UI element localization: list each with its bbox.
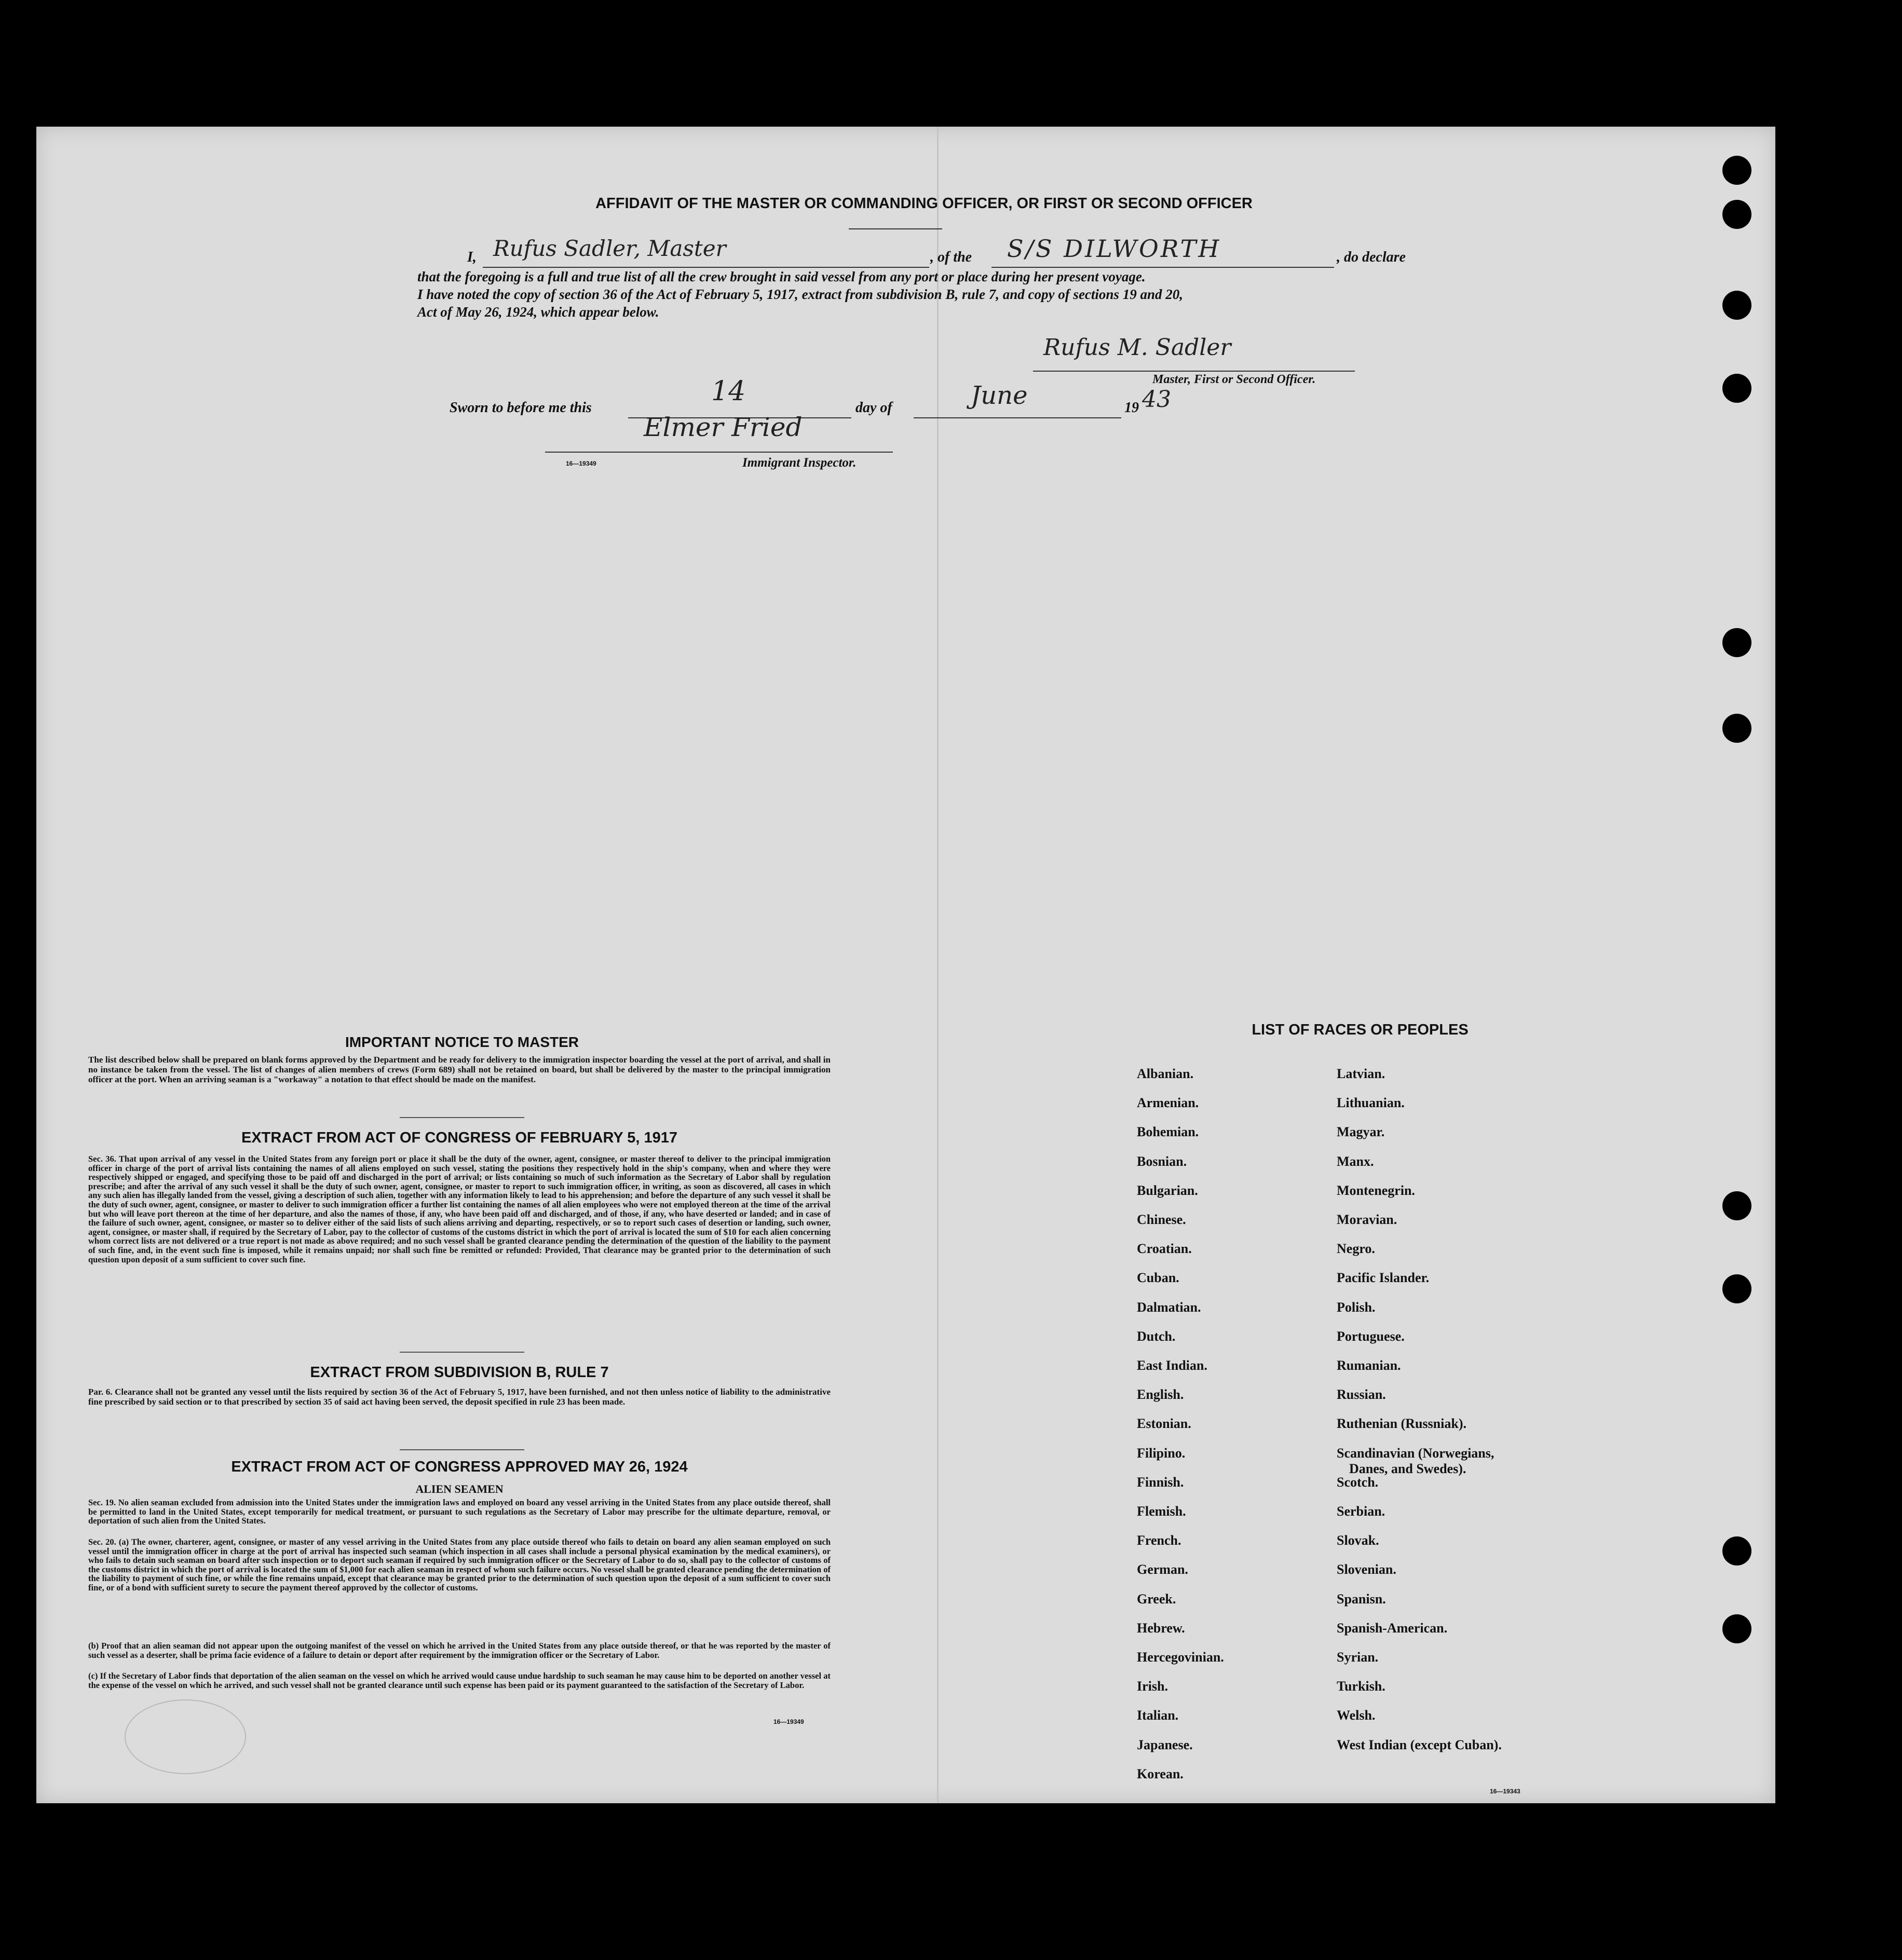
vessel-line (991, 267, 1334, 268)
sec-20c-text: (c) If the Secretary of Labor finds that deportation of the alien seaman on the vessel on which he arrived would cause undue hardship to such seaman he may cause him to be deported on another vessel at the expense of the vessel on which he arrived, and such vessel shall not be granted clearance until such expense has been paid or its payment guaranteed to the satisfaction of the Secretary of Labor. (88, 1671, 831, 1690)
year-prefix: 19 (1124, 400, 1139, 416)
race-item: Armenian. (1137, 1095, 1199, 1111)
notice-body: The list described below shall be prepared on blank forms approved by the Department and be ready for delivery to the immigration inspector boarding the vessel at the port of arrival, and shall in no instance be taken from the vessel. The list of changes of alien members of crews (Form 689) shall not be retained on board, but shall be delivered by the master to the principal immigration officer at the port. When an arriving seaman is a "workaway" a notation to that effect should be made on the manifest. (88, 1055, 831, 1084)
day-of-label: day of (855, 400, 892, 416)
title-rule (849, 228, 942, 229)
of-the-label: , of the (930, 249, 972, 265)
punch-hole (1722, 1274, 1751, 1303)
race-item: Italian. (1137, 1708, 1179, 1723)
race-item: West Indian (except Cuban). (1337, 1737, 1502, 1752)
race-item: Bulgarian. (1137, 1182, 1198, 1198)
race-item: Welsh. (1337, 1708, 1376, 1723)
sworn-label: Sworn to before me this (450, 400, 592, 416)
race-item: Montenegrin. (1337, 1182, 1415, 1198)
punch-hole (1722, 1614, 1751, 1643)
race-item: Bosnian. (1137, 1153, 1187, 1169)
punch-hole (1722, 1536, 1751, 1566)
race-item: Filipino. (1137, 1445, 1186, 1461)
sec-19-text: Sec. 19. No alien seaman excluded from admission into the United States under the immigration laws and employed on board any vessel arriving in the United States from any place outside thereof, shall be permitted to land in the United States, except temporarily for medical treatment, or pursuant to such regulations as the Secretary of Labor may prescribe for the ultimate departure, removal, or deportation of such alien from the United States. (88, 1498, 831, 1526)
race-item: Dalmatian. (1137, 1299, 1201, 1315)
race-item: Lithuanian. (1337, 1095, 1405, 1111)
signature-line (1033, 371, 1355, 372)
race-item: Portuguese. (1337, 1328, 1405, 1344)
race-item: Albanian. (1137, 1066, 1194, 1081)
race-item: English. (1137, 1387, 1184, 1403)
signature-label: Master, First or Second Officer. (1152, 373, 1316, 386)
rule-1924 (400, 1449, 524, 1450)
race-item: Hebrew. (1137, 1620, 1185, 1636)
year-handwritten: 43 (1142, 386, 1171, 413)
form-number-top: 16—19349 (566, 460, 596, 467)
do-declare-label: , do declare (1337, 249, 1406, 265)
race-item: Negro. (1337, 1241, 1375, 1257)
race-item: Danes, and Swedes). (1349, 1461, 1466, 1476)
notice-title: IMPORTANT NOTICE TO MASTER (345, 1034, 579, 1050)
race-item: Korean. (1137, 1766, 1184, 1781)
race-item: Ruthenian (Russniak). (1337, 1416, 1466, 1432)
extract-rule7-title: EXTRACT FROM SUBDIVISION B, RULE 7 (310, 1364, 609, 1381)
affidavit-body-line-2: that the foregoing is a full and true list of all the crew brought in said vessel from any port or place during her present voyage. (417, 269, 1146, 284)
race-item: Slovenian. (1337, 1562, 1396, 1577)
master-name-line (483, 267, 929, 268)
race-item: Spanish-American. (1337, 1620, 1448, 1636)
master-signature-handwritten: Rufus M. Sadler (1043, 334, 1231, 361)
rule-rule7 (400, 1352, 524, 1353)
vessel-handwritten: S/S DILWORTH (1007, 235, 1221, 263)
affidavit-body-line-3: I have noted the copy of section 36 of the Act of February 5, 1917, extract from subdivision B, rule 7, and copy of sections 19 and 20, (417, 287, 1183, 302)
race-item: Greek. (1137, 1591, 1176, 1607)
races-title: LIST OF RACES OR PEOPLES (1252, 1022, 1469, 1038)
punch-hole (1722, 374, 1751, 403)
race-item: Finnish. (1137, 1474, 1184, 1490)
race-item: Serbian. (1337, 1504, 1385, 1519)
race-item: Spanisn. (1337, 1591, 1386, 1607)
race-item: Russian. (1337, 1387, 1386, 1403)
form-number-bottom-right: 16—19343 (1490, 1788, 1520, 1795)
race-item: Estonian. (1137, 1416, 1191, 1432)
race-item: Rumanian. (1337, 1358, 1401, 1373)
inspector-line (545, 452, 893, 453)
race-item: Polish. (1337, 1299, 1376, 1315)
punch-hole (1722, 1191, 1751, 1220)
form-number-bottom-left: 16—19349 (773, 1718, 804, 1725)
race-item: Scotch. (1337, 1474, 1379, 1490)
race-item: Manx. (1337, 1153, 1374, 1169)
race-item: Croatian. (1137, 1241, 1192, 1257)
punch-hole (1722, 200, 1751, 229)
race-item: Scandinavian (Norwegians, (1337, 1445, 1495, 1461)
punch-hole (1722, 156, 1751, 185)
race-item: Magyar. (1337, 1124, 1385, 1140)
race-item: Pacific Islander. (1337, 1270, 1430, 1286)
extract-1917-title: EXTRACT FROM ACT OF CONGRESS OF FEBRUARY 5, 1917 (241, 1129, 678, 1146)
month-handwritten: June (971, 381, 1028, 410)
race-item: Irish. (1137, 1679, 1168, 1694)
center-fold (937, 127, 939, 1803)
race-item: Bohemian. (1137, 1124, 1199, 1140)
race-item: Flemish. (1137, 1504, 1186, 1519)
extract-rule7-body: Par. 6. Clearance shall not be granted any vessel until the lists required by section 36 of the Act of February 5, 1917, have been furnished, and not then unless notice of liability to the administrative fine prescribed by said section or to that prescribed by section 35 of said act having been served, the deposit specified in rule 23 has been made. (88, 1387, 831, 1407)
punch-hole (1722, 291, 1751, 320)
extract-1917-body: Sec. 36. That upon arrival of any vessel in the United States from any foreign port or place it shall be the duty of the owner, agent, consignee, or master thereof to deliver to the principal immigration officer in charge of the port of arrival lists containing the names of all aliens employed on such vessel, stating the positions they respectively hold in the ship's company, when and where they were respectively shipped or engaged, and specifying those to be paid off and discharged in the port of arrival; or lists containing so much of such information as the Secretary of Labor shall by regulation prescribe; and after the arrival of any such vessel it shall be the duty of such owner, agent, consignee, or master to report to such immigration officer, in writing, as soon as discovered, all cases in which any such alien has illegally landed from the vessel, giving a description of such alien, together with any information likely to lead to his apprehension; and before the departure of any such vessel it shall be the duty of such owner, agent, consignee, or master to deliver to such immigration officer a further list containing the names of all alien employees who were not employed thereon at the time of the arrival but who will leave port thereon at the time of her departure, and also the names of those, if any, who have been paid off and discharged, and of those, if any, who have deserted or landed; and in case of the failure of such owner, agent, consignee, or master so to deliver either of the said lists of such aliens arriving and departing, respectively, or so to report such cases of desertion or landing, such owner, agent, consignee, or master shall, if required by the Secretary of Labor, pay to the collector of customs of the customs district in which the port of arrival is located the sum of $10 for each alien concerning whom correct lists are not delivered or a true report is not made as above required; and no such vessel shall be granted clearance pending the determination of the question of the liability to the payment of such fine, and, in the event such fine is imposed, while it remains unpaid; nor shall such fine be remitted or refunded: Provided, That clearance may be granted prior to the determination of such question upon deposit of a sum sufficient to cover such fine. (88, 1154, 831, 1264)
race-item: French. (1137, 1533, 1181, 1548)
master-name-handwritten: Rufus Sadler, Master (493, 236, 726, 261)
race-item: Japanese. (1137, 1737, 1193, 1752)
extract-1924-title: EXTRACT FROM ACT OF CONGRESS APPROVED MAY 26, 1924 (231, 1459, 688, 1475)
sec-20a-text: Sec. 20. (a) The owner, charterer, agent, consignee, or master of any vessel arriving in the United States from any place outside thereof who fails to detain on board any alien seaman employed on such vessel until the immigration officer in charge at the port of arrival has inspected such seaman (which inspection in all cases shall include a personal physical examination by the medical examiners), or who fails to detain such seaman on board after such inspection or to deport such seaman if required by such immigration officer or the Secretary of Labor to do so, shall pay to the collector of customs of the customs district in which the port of arrival is located the sum of $1,000 for each alien seaman in respect of whom such failure occurs. No vessel shall be granted clearance pending the determination of the liability to payment of such fine, or while the fine remains unpaid, except that clearance may be granted prior to the determination of such question upon the deposit of a sum sufficient to cover such fine, or of a bond with sufficient surety to secure the payment thereof approved by the collector of customs. (88, 1537, 831, 1592)
race-item: Cuban. (1137, 1270, 1179, 1286)
affidavit-title: AFFIDAVIT OF THE MASTER OR COMMANDING OFFICER, OR FIRST OR SECOND OFFICER (595, 195, 1253, 212)
inspector-signature-handwritten: Elmer Fried (644, 412, 803, 442)
faded-stamp (125, 1699, 246, 1774)
race-item: Moravian. (1337, 1212, 1397, 1227)
document-sheet (36, 127, 1775, 1803)
race-item: Chinese. (1137, 1212, 1186, 1227)
race-item: Slovak. (1337, 1533, 1379, 1548)
inspector-label: Immigrant Inspector. (742, 456, 857, 470)
punch-hole (1722, 628, 1751, 657)
race-item: Dutch. (1137, 1328, 1176, 1344)
i-label: I, (467, 249, 477, 265)
alien-seamen-subtitle: ALIEN SEAMEN (415, 1482, 504, 1495)
affidavit-body-line-4: Act of May 26, 1924, which appear below. (417, 304, 659, 320)
race-item: Hercegovinian. (1137, 1650, 1224, 1665)
race-item: Syrian. (1337, 1650, 1379, 1665)
sec-20b-text: (b) Proof that an alien seaman did not appear upon the outgoing manifest of the vessel on which he arrived in the United States from any place outside thereof, or that he was reported by the master of such vessel as a deserter, shall be prima facie evidence of a failure to detain or deport after requirement by the immigration officer or the Secretary of Labor. (88, 1641, 831, 1660)
punch-hole (1722, 714, 1751, 743)
race-item: East Indian. (1137, 1358, 1207, 1373)
month-line (914, 417, 1121, 418)
race-item: Latvian. (1337, 1066, 1385, 1081)
day-handwritten: 14 (711, 376, 746, 407)
race-item: Turkish. (1337, 1679, 1385, 1694)
race-item: German. (1137, 1562, 1188, 1577)
rule-1917 (400, 1117, 524, 1118)
